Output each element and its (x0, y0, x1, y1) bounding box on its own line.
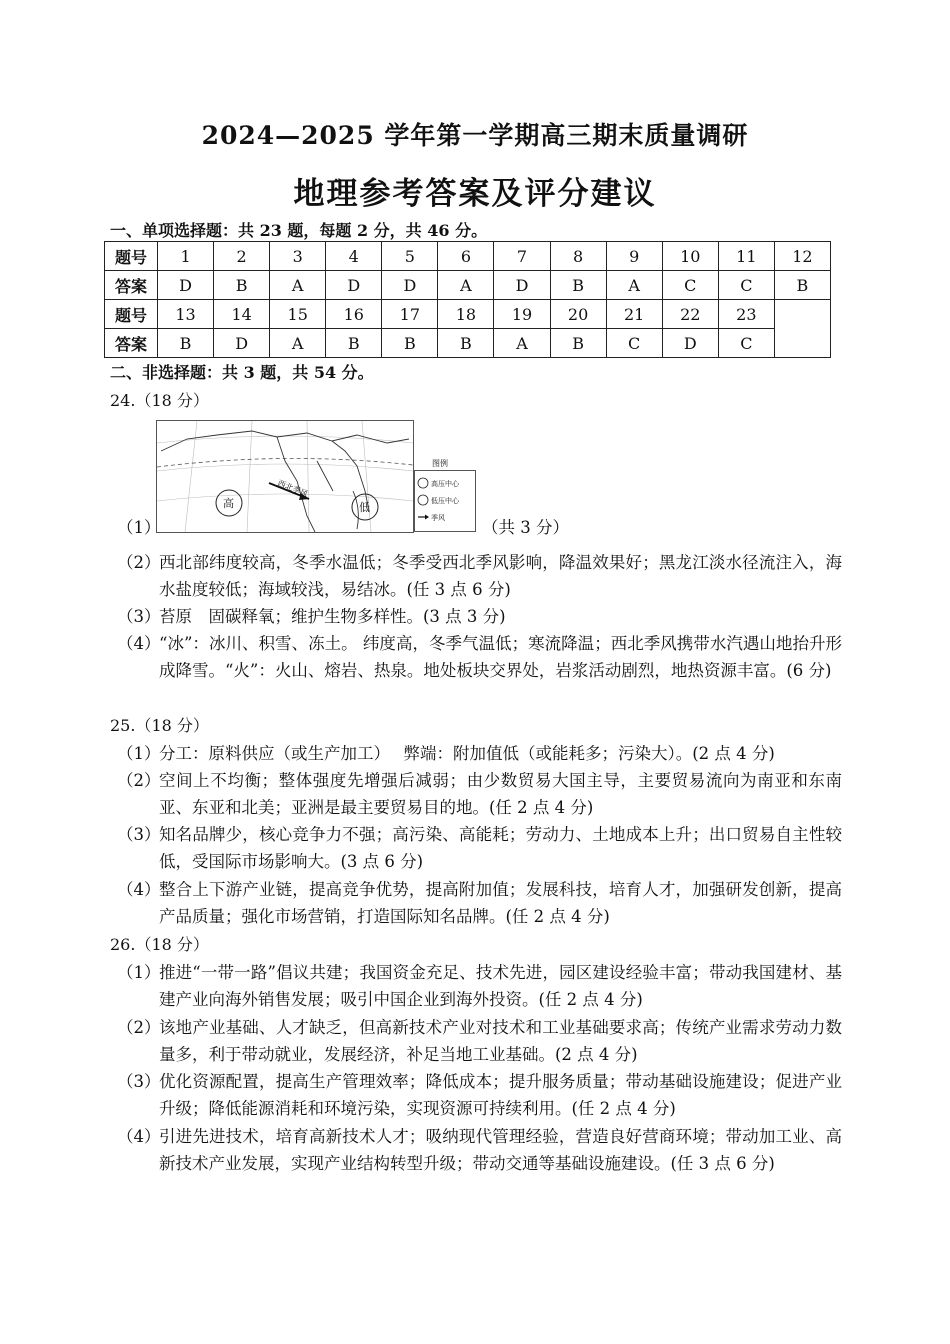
table-cell: 6 (438, 242, 494, 271)
item-number: （4） (117, 634, 161, 653)
item-number: （1） (117, 518, 161, 537)
table-cell: D (326, 271, 382, 300)
q26-item-2 (117, 1014, 842, 1068)
low-legend-icon (418, 495, 428, 505)
table-cell: 2 (214, 242, 270, 271)
table-cell: 14 (214, 300, 270, 329)
table-cell: B (382, 329, 438, 358)
q24-item-1-score: （共 3 分） (482, 518, 569, 537)
q26-item-1 (117, 959, 842, 1013)
item-number: （4） (117, 1127, 161, 1146)
item-text: 推进“一带一路”倡议共建；我国资金充足、技术先进，园区建设经验丰富；带动我国建材、基建产业向海外销售发展；吸引中国企业到海外投资。(任 2 点 4 分) (159, 963, 842, 1009)
high-label: 高 (223, 497, 234, 510)
q25-item-4 (117, 876, 842, 930)
item-number: （3） (117, 825, 161, 844)
empty-cell (774, 300, 830, 358)
q25-item-2 (117, 767, 842, 821)
document-subtitle: 地理参考答案及评分建议 (293, 176, 657, 212)
table-row-questions-a (105, 242, 831, 271)
item-text: 整合上下游产业链，提高竞争优势，提高附加值；发展科技，培育人才，加强研发创新，提高产品质量；强化市场营销，打造国际知名品牌。(任 2 点 4 分) (159, 880, 842, 926)
q25-item-1 (117, 740, 842, 767)
exam-title: 2024—2025 学年第一学期高三期末质量调研 (201, 121, 749, 150)
table-cell: B (158, 329, 214, 358)
table-cell: A (494, 329, 550, 358)
item-number: （4） (117, 880, 161, 899)
q24-item-3 (117, 603, 842, 630)
item-number: （2） (117, 771, 161, 790)
table-row-answers-b (105, 329, 831, 358)
item-text: “冰”：冰川、积雪、冻土。 纬度高，冬季气温低；寒流降温；西北季风携带水汽遇山地抬升形成降雪。“火”：火山、熔岩、热泉。地处板块交界处，岩浆活动剧烈，地热资源丰富。(6 分) (159, 634, 842, 680)
wind-label: 西北季风 (276, 478, 310, 499)
q26-item-3 (117, 1068, 842, 1122)
table-cell: A (270, 329, 326, 358)
item-number: （1） (117, 963, 161, 982)
table-cell: D (158, 271, 214, 300)
arrow-legend-icon (425, 515, 429, 520)
table-cell: 13 (158, 300, 214, 329)
row-label: 答案 (105, 271, 158, 300)
section1-heading: 一、单项选择题：共 23 题，每题 2 分，共 46 分。 (110, 221, 488, 240)
table-cell: C (718, 271, 774, 300)
item-number: （2） (117, 553, 161, 572)
table-cell: 11 (718, 242, 774, 271)
item-text: 该地产业基础、人才缺乏，但高新技术产业对技术和工业基础要求高；传统产业需求劳动力数量多，利于带动就业，发展经济，补足当地工业基础。(2 点 4 分) (159, 1018, 842, 1064)
table-cell: B (550, 271, 606, 300)
table-cell: B (326, 329, 382, 358)
item-number: （3） (117, 607, 161, 626)
low-label: 低 (359, 501, 370, 514)
table-cell: A (606, 271, 662, 300)
table-row-questions-b (105, 300, 831, 329)
table-cell: D (214, 329, 270, 358)
row-label: 题号 (105, 300, 158, 329)
table-cell: 7 (494, 242, 550, 271)
table-cell: B (438, 329, 494, 358)
table-cell: C (718, 329, 774, 358)
table-cell: 10 (662, 242, 718, 271)
high-legend-icon (418, 478, 428, 488)
table-cell: 5 (382, 242, 438, 271)
table-cell: 1 (158, 242, 214, 271)
q24-title: 24.（18 分） (110, 391, 209, 410)
map-legend (414, 470, 476, 532)
table-cell: 15 (270, 300, 326, 329)
answer-table (104, 241, 831, 358)
table-cell: 17 (382, 300, 438, 329)
item-text: 优化资源配置，提高生产管理效率；降低成本；提升服务质量；带动基础设施建设；促进产业升级；降低能源消耗和环境污染，实现资源可持续利用。(任 2 点 4 分) (159, 1072, 842, 1118)
table-cell: D (382, 271, 438, 300)
q26-title: 26.（18 分） (110, 935, 209, 954)
table-cell: 4 (326, 242, 382, 271)
legend-item: 低压中心 (431, 497, 459, 505)
item-number: （3） (117, 1072, 161, 1091)
item-text: 分工：原料供应（或生产加工） 弊端：附加值低（或能耗多；污染大）。(2 点 4 分) (159, 744, 775, 763)
table-cell: B (550, 329, 606, 358)
table-cell: 9 (606, 242, 662, 271)
item-text: 引进先进技术，培育高新技术人才；吸纳现代管理经验，营造良好营商环境；带动加工业、高新技术产业发展，实现产业结构转型升级；带动交通等基础设施建设。(任 3 点 6 分) (159, 1127, 842, 1173)
table-cell: 16 (326, 300, 382, 329)
table-cell: B (214, 271, 270, 300)
q25-title: 25.（18 分） (110, 716, 209, 735)
table-cell: 8 (550, 242, 606, 271)
table-cell: 20 (550, 300, 606, 329)
item-text: 西北部纬度较高，冬季水温低；冬季受西北季风影响，降温效果好；黑龙江淡水径流注入，海水盐度较低；海域较浅，易结冰。(任 3 点 6 分) (159, 553, 842, 599)
table-cell: A (438, 271, 494, 300)
table-cell: D (494, 271, 550, 300)
legend-item: 季风 (431, 514, 445, 522)
table-cell: 19 (494, 300, 550, 329)
legend-title-text: 图例 (432, 459, 448, 468)
table-cell: 23 (718, 300, 774, 329)
table-cell: 22 (662, 300, 718, 329)
row-label: 答案 (105, 329, 158, 358)
table-cell: 12 (774, 242, 830, 271)
table-row-answers-a (105, 271, 831, 300)
table-cell: C (606, 329, 662, 358)
table-cell: C (662, 271, 718, 300)
table-cell: D (662, 329, 718, 358)
item-number: （2） (117, 1018, 161, 1037)
q24-item-2 (117, 549, 842, 603)
q26-item-4 (117, 1123, 842, 1177)
table-cell: A (270, 271, 326, 300)
item-text: 知名品牌少，核心竞争力不强；高污染、高能耗；劳动力、土地成本上升；出口贸易自主性较低，受国际市场影响大。(3 点 6 分) (159, 825, 842, 871)
item-text: 空间上不均衡；整体强度先增强后减弱；由少数贸易大国主导，主要贸易流向为南亚和东南亚、东亚和北美；亚洲是最主要贸易目的地。(任 2 点 4 分) (159, 771, 842, 817)
row-label: 题号 (105, 242, 158, 271)
table-cell: 18 (438, 300, 494, 329)
legend-item: 高压中心 (431, 480, 459, 488)
table-cell: B (774, 271, 830, 300)
q24-item-4 (117, 630, 842, 684)
legend-graphic (415, 471, 475, 531)
section2-heading: 二、非选择题：共 3 题，共 54 分。 (110, 363, 374, 382)
table-cell: 21 (606, 300, 662, 329)
q25-item-3 (117, 821, 842, 875)
item-text: 苔原 固碳释氧；维护生物多样性。(3 点 3 分) (159, 607, 506, 626)
monsoon-map (156, 420, 414, 533)
table-cell: 3 (270, 242, 326, 271)
map-graphic (157, 421, 413, 532)
item-number: （1） (117, 744, 161, 763)
